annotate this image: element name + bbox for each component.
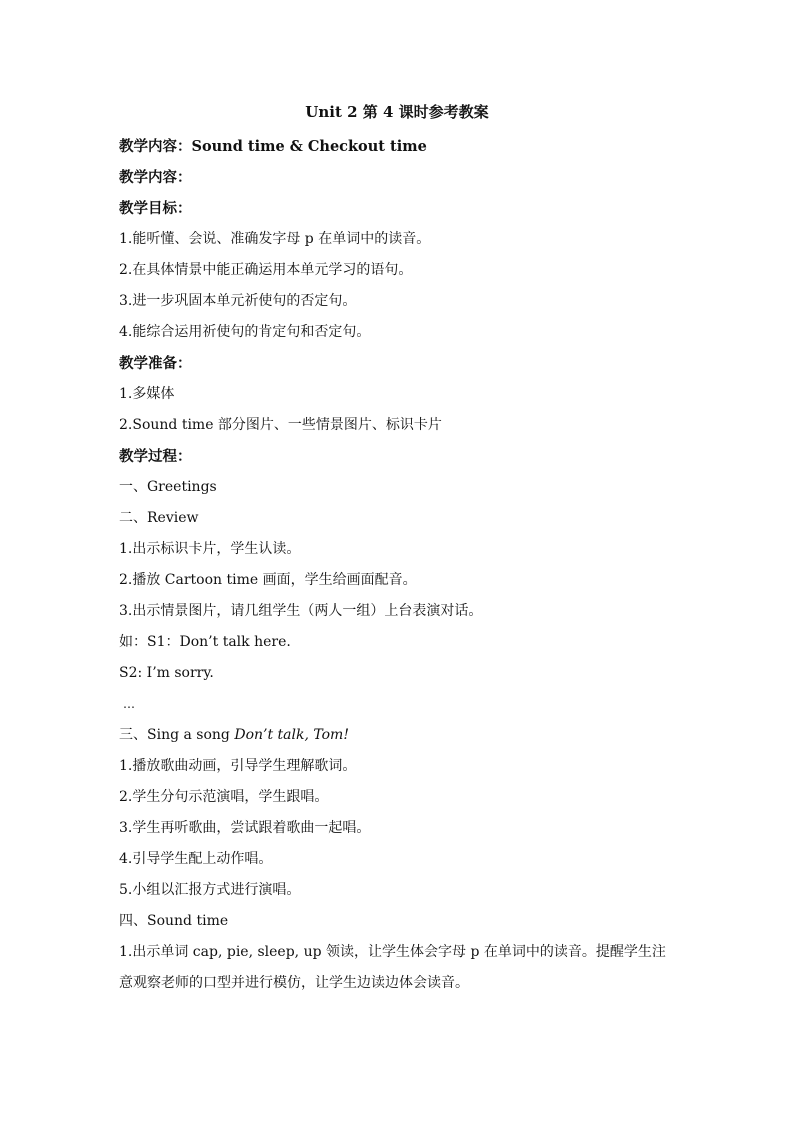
step-greetings: 一、Greetings xyxy=(119,479,217,495)
goal-item: 2.在具体情景中能正确运用本单元学习的语句。 xyxy=(119,262,413,278)
goal-item: 3.进一步巩固本单元祈使句的否定句。 xyxy=(119,293,357,309)
example-s1: 如：S1：Don’t talk here. xyxy=(119,634,291,650)
page-title: Unit 2 第 4 课时参考教案 xyxy=(305,103,489,121)
song-item: 4.引导学生配上动作唱。 xyxy=(119,851,273,867)
goal-item: 1.能听懂、会说、准确发字母 p 在单词中的读音。 xyxy=(119,231,431,247)
ellipsis: … xyxy=(123,697,135,711)
song-item: 1.播放歌曲动画，引导学生理解歌词。 xyxy=(119,758,357,774)
prep-item: 2.Sound time 部分图片、一些情景图片、标识卡片 xyxy=(119,417,442,433)
goal-item: 4.能综合运用祈使句的肯定句和否定句。 xyxy=(119,324,371,340)
content-label: 教学内容：Sound time & Checkout time xyxy=(119,138,427,155)
process-heading: 教学过程： xyxy=(119,448,192,465)
prep-item: 1.多媒体 xyxy=(119,386,175,402)
song-item: 5.小组以汇报方式进行演唱。 xyxy=(119,882,301,898)
sound-item: 1.出示单词 cap, pie, sleep, up 领读，让学生体会字母 p 在单词中的读音。提醒学生注意观察老师的口型并进行模仿，让学生边读边体会读音。 xyxy=(119,944,666,991)
review-item: 3.出示情景图片，请几组学生（两人一组）上台表演对话。 xyxy=(119,603,483,619)
step-sing-song xyxy=(119,720,679,751)
step-sing-prefix: 三、Sing a song xyxy=(119,727,235,743)
song-item: 2.学生分句示范演唱，学生跟唱。 xyxy=(119,789,329,805)
prep-heading: 教学准备： xyxy=(119,355,192,372)
content-label-2: 教学内容： xyxy=(119,169,192,186)
example-s2: S2: I’m sorry. xyxy=(119,665,214,681)
review-item: 1.出示标识卡片，学生认读。 xyxy=(119,541,301,557)
song-item: 3.学生再听歌曲，尝试跟着歌曲一起唱。 xyxy=(119,820,371,836)
step-sound-time: 四、Sound time xyxy=(119,913,229,929)
review-item: 2.播放 Cartoon time 画面，学生给画面配音。 xyxy=(119,572,417,588)
step-review: 二、Review xyxy=(119,510,199,526)
song-title: Don’t talk, Tom! xyxy=(234,727,349,743)
goals-heading: 教学目标： xyxy=(119,200,192,217)
lesson-content xyxy=(119,131,679,999)
